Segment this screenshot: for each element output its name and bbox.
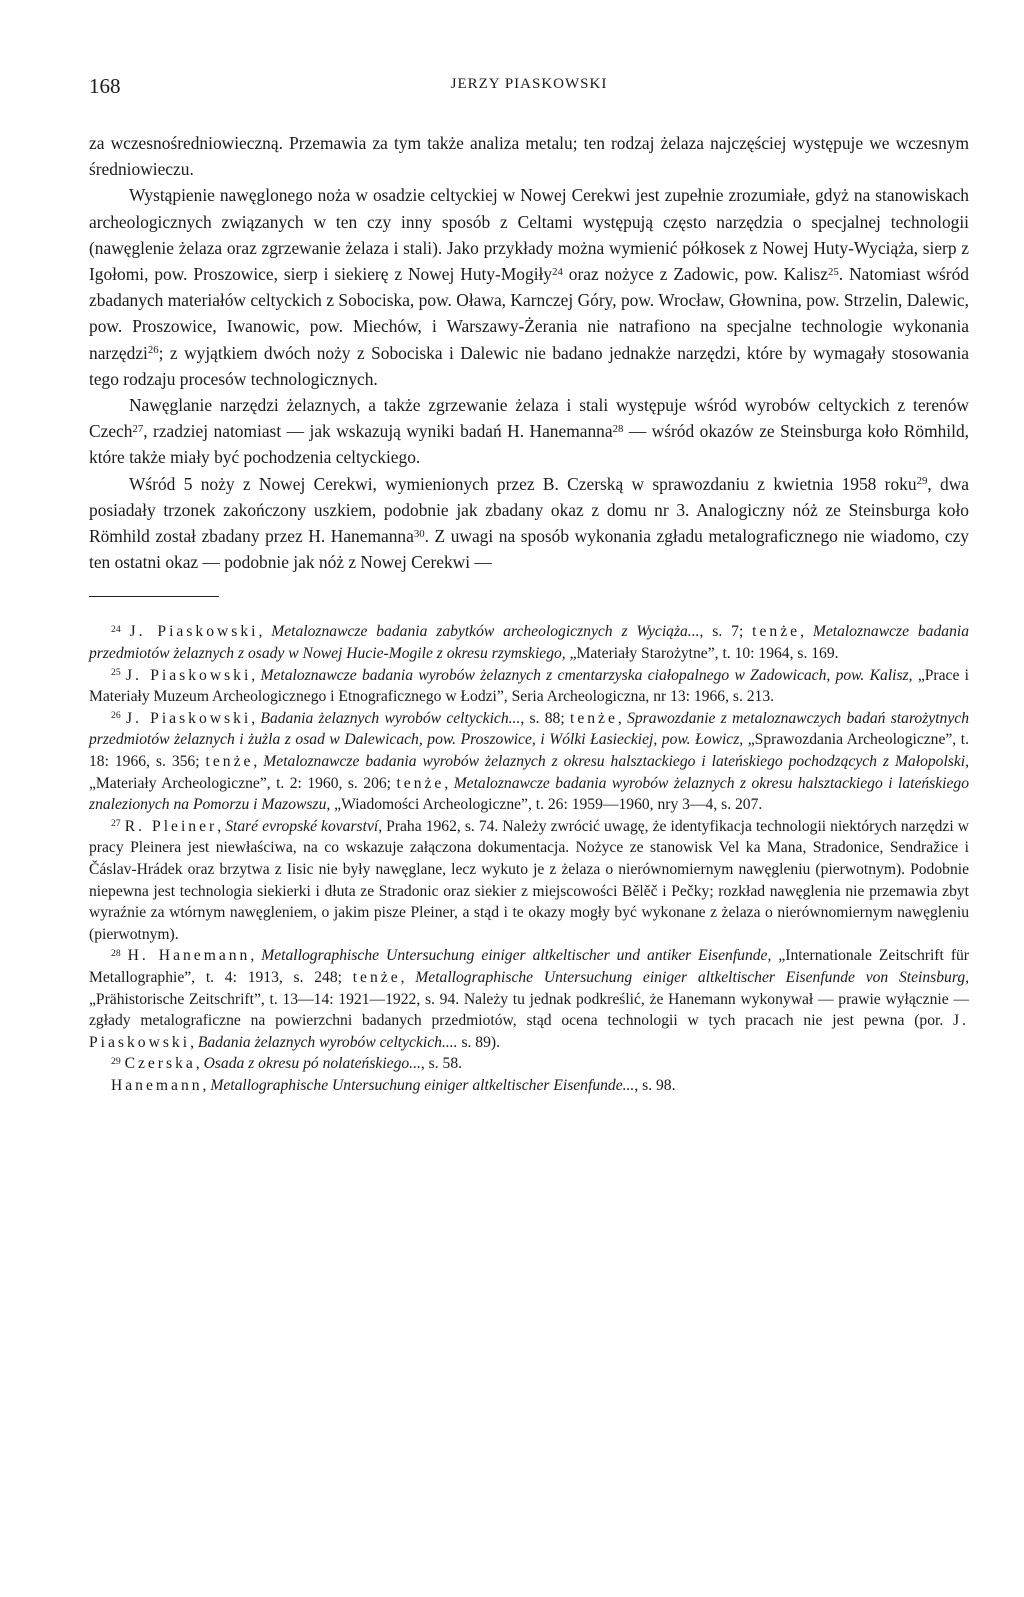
footnote-text: „Wiadomości Archeologiczne”, t. 26: 1959—1960, nry 3—4, s. 207. xyxy=(330,796,763,814)
footnote-author: H. Hanemann xyxy=(127,947,251,965)
footnote-text: Praha 1962, s. 74. Należy zwrócić uwagę, że identyfikacja technologii niektórych narzędzi w pracy Pleinera jest niewłaściwa, na co wskazuje załączona dokumentacja. Nożyce ze stanowisk Vel ka Mana, Stradonice, Sendražice i Čáslav-Hrádek oraz brzytwa z Iisic nie były nawęglane, lecz wykuto je z żelaza o nierównomiernym nawęgleniu (pierwotnym). Podobnie niepewna jest technologia siekierki i dłuta ze Stradonic oraz siekier z miejscowości Bělěč i Pečky; rozkład nawęglenia nie przemawia zbyt wyraźnie za wtórnym nawęgleniem, o jakim pisze Pleiner, a stąd i te okazy mogły być wykonane z żelaza o nierównomiernym nawęgleniu (pierwotnym). xyxy=(89,817,969,943)
text-run: Wystąpienie nawęglonego noża w osadzie celtyckiej w Nowej Cerekwi jest zupełnie zrozumiałe, gdyż na stanowiskach archeologicznych związanych w ten czy inny sposób z Celtami występują często narzędzia o specjalnej technologii (nawęglenie żelaza oraz zgrzewanie żelaza i stali). Jako przykłady można wymienić półkosek z Nowej Huty-Wyciąża, sierp z Igołomi, pow. Proszowice, sierp i siekierę z Nowej Huty-Mogiły xyxy=(89,185,969,285)
footnote-number: 27 xyxy=(111,817,121,829)
paragraph-1-text: za wczesnośredniowieczną. Przemawia za tym także analiza metalu; ten rodzaj żelaza najczęściej występuje we wczesnym średniowieczu. xyxy=(89,133,969,180)
text-run: — wśród okazów ze Steinsburga koło Römhild, które także miały być pochodzenia celtyckiego. xyxy=(89,421,969,468)
page-header xyxy=(89,66,969,106)
footnote-ref-30[interactable]: 30 xyxy=(413,527,425,540)
text-run: . Z uwagi na sposób wykonania zgładu metalograficznego nie wiadomo, czy ten ostatni okaz — podobnie jak nóż z Nowej Cerekwi — xyxy=(89,526,969,573)
footnote-ref-26[interactable]: 26 xyxy=(147,344,159,357)
footnote-author: J. Piaskowski xyxy=(89,1012,969,1051)
footnote-author: R. Pleiner xyxy=(124,817,218,835)
text-run: . Natomiast wśród zbadanych materiałów celtyckich z Sobociska, pow. Oława, Karnczej Góry, pow. Wrocław, Głownina, pow. Strzelin, Dalewic, pow. Proszowice, Iwanowic, pow. Miechów, i Warszawy-Żerania nie natrafiono na specjalne technologie wykonania narzędzi xyxy=(89,264,969,363)
text-run: , rzadziej natomiast — jak wskazują wyniki badań H. Hanemanna xyxy=(143,421,613,442)
page xyxy=(89,66,969,1097)
footnote-text: „Materiały Archeologiczne”, t. 2: 1960, s. 206; xyxy=(89,774,397,792)
footnote-tenze: tenże xyxy=(205,753,254,771)
footnote-tenze: tenże xyxy=(396,774,445,792)
footnote-author: Czerska xyxy=(124,1055,196,1073)
text-run: ; z wyjątkiem dwóch noży z Sobociska i Dalewic nie badano jednakże narzędzi, które by wymagały stosowania tego rodzaju procesów technologicznych. xyxy=(89,342,969,389)
footnote-tenze: tenże xyxy=(352,968,401,986)
footnote-title: Staré evropské kovarství, xyxy=(225,817,383,835)
footnote-author: J. Piaskowski xyxy=(125,709,252,727)
footnote-divider xyxy=(89,596,219,597)
text-run: Wśród 5 noży z Nowej Cerekwi, wymienionych przez B. Czerską w sprawozdaniu z kwietnia 1958 roku xyxy=(129,473,917,494)
footnote-title: Badania żelaznych wyrobów celtyckich... xyxy=(260,709,521,727)
text-run: Nawęglanie narzędzi żelaznych, a także zgrzewanie żelaza i stali występuje wśród wyrobów celtyckich z terenów Czech xyxy=(89,395,969,442)
footnote-text: , s. 7; xyxy=(699,623,753,641)
footnote-title: Metallographische Untersuchung einiger altkeltischer Eisenfunde... xyxy=(210,1076,635,1094)
footnote-24: $^{24}$ J. Piaskowski, Metaloznawcze badania zabytków archeologicznych z Wyciąża..., s. 7; tenże, Metaloznawcze badania przedmiotów żelaznych z osady w Nowej Hucie-Mogile z okresu rzymskiego, „Materiały Starożytne”, t. 10: 1964, s. 169. xyxy=(89,623,969,663)
footnote-ref-27[interactable]: 27 xyxy=(132,422,144,435)
footnote-25: $^{25}$ J. Piaskowski, Metaloznawcze badania wyrobów żelaznych z cmentarzyska ciałopalnego w Zadowicach, pow. Kalisz, „Prace i Materiały Muzeum Archeologicznego i Etnograficznego w Łodzi”, Seria Archeologiczna, nr 13: 1966, s. 213. xyxy=(89,666,970,706)
footnote-author: J. Piaskowski xyxy=(125,666,252,684)
footnote-text: , s. 58. xyxy=(420,1055,463,1073)
footnote-tenze: tenże xyxy=(569,709,618,727)
footnotes xyxy=(89,621,969,1096)
footnote-ref-24[interactable]: 24 xyxy=(552,265,563,278)
footnote-title: Metaloznawcze badania wyrobów żelaznych z okresu halsztackiego i lateńskiego znalezionych na Pomorzu i Mazowszu, xyxy=(89,774,969,814)
footnote-title: Badania żelaznych wyrobów celtyckich.... xyxy=(197,1033,458,1051)
footnote-title: Metaloznawcze badania wyrobów żelaznych z okresu halsztackiego i lateńskiego pochodzących z Małopolski, xyxy=(263,753,970,771)
footnote-text: „Prace i Materiały Muzeum Archeologicznego i Etnograficznego w Łodzi”, Seria Archeologiczna, nr 13: 1966, s. 213. xyxy=(89,666,970,706)
footnote-text: , s. 98. xyxy=(634,1076,676,1094)
footnote-title: Sprawozdanie z metaloznawczych badań starożytnych przedmiotów żelaznych i żużla z osad w Dalewicach, pow. Proszowice, i Wólki Łasieckiej, pow. Łowicz, xyxy=(89,709,969,749)
footnote-title: Metallographische Untersuchung einiger altkeltischer Eisenfunde von Steinsburg, xyxy=(415,968,970,986)
footnote-text: „Sprawozdania Archeologiczne”, t. 18: 1966, s. 356; xyxy=(89,731,969,771)
paragraph-1 xyxy=(89,130,969,182)
paragraph-2 xyxy=(89,182,969,392)
footnote-ref-25[interactable]: 25 xyxy=(828,265,839,278)
footnote-title: Metallographische Untersuchung einiger altkeltischer und antiker Eisenfunde, xyxy=(261,947,772,965)
footnote-number: 29 xyxy=(111,1055,121,1067)
paragraph-4 xyxy=(89,471,969,576)
footnote-ref-28[interactable]: 28 xyxy=(612,422,624,435)
footnote-text: „Prähistorische Zeitschrift”, t. 13—14: 1921—1922, s. 94. Należy tu jednak podkreślić, że Hanemann wykonywał — prawie wyłącznie — zgłady metalograficzne na powierzchni badanych przedmiotów, stąd ocena technologii w tych pracach nie jest pewna (por. xyxy=(89,990,969,1030)
footnote-number: 26 xyxy=(111,710,121,721)
page-number: 168 xyxy=(89,74,121,98)
footnote-number: 24 xyxy=(111,623,121,635)
footnote-title: Osada z okresu pó nolateńskiego... xyxy=(203,1055,421,1073)
paragraph-3 xyxy=(89,392,969,471)
footnote-text: , s. 88; xyxy=(520,709,570,727)
footnote-number: 28 xyxy=(111,947,121,959)
footnote-text: „Internationale Zeitschrift für Metallographie”, t. 4: 1913, s. 248; xyxy=(89,947,969,986)
text-run: oraz nożyce z Zadowic, pow. Kalisz xyxy=(562,264,829,285)
main-text xyxy=(89,130,969,575)
footnote-30: Hanemann, Metallographische Untersuchung einiger altkeltischer Eisenfunde..., s. 98. xyxy=(111,1076,676,1094)
footnote-title: Metaloznawcze badania przedmiotów żelaznych z osady w Nowej Hucie-Mogile z okresu rzymskiego, xyxy=(89,623,969,663)
footnote-title: Metaloznawcze badania zabytków archeologicznych z Wyciąża... xyxy=(271,623,700,641)
footnote-28: $^{28}$ H. Hanemann, Metallographische Untersuchung einiger altkeltischer und antiker Eisenfunde, „Internationale Zeitschrift für Metallographie”, t. 4: 1913, s. 248; tenże, Metallographische Untersuchung einiger altkeltischer Eisenfunde von Steinsburg, „Prähistorische Zeitschrift”, t. 13—14: 1921—1922, s. 94. Należy tu jednak podkreślić, że Hanemann wykonywał — prawie wyłącznie — zgłady metalograficzne na powierzchni badanych przedmiotów, stąd ocena technologii w tych pracach nie jest pewna (por. J. Piaskowski, Badania żelaznych wyrobów celtyckich.... s. 89). xyxy=(89,947,970,1051)
running-title: JERZY PIASKOWSKI xyxy=(450,76,608,92)
footnote-author: Hanemann xyxy=(111,1076,203,1094)
text-run: , dwa posiadały trzonek zakończony uszkiem, podobnie jak zbadany okaz z domu nr 3. Analogiczny nóż ze Steinsburga koło Römhild został zbadany przez H. Hanemanna xyxy=(89,473,969,547)
footnote-29: $^{29}$ Czerska, Osada z okresu pó nolateńskiego..., s. 58. xyxy=(111,1055,463,1073)
footnote-26: $^{26}$ J. Piaskowski, Badania żelaznych wyrobów celtyckich..., s. 88; tenże, Sprawozdanie z metaloznawczych badań starożytnych przedmiotów żelaznych i żużla z osad w Dalewicach, pow. Proszowice, i Wólki Łasieckiej, pow. Łowicz, „Sprawozdania Archeologiczne”, t. 18: 1966, s. 356; tenże, Metaloznawcze badania wyrobów żelaznych z okresu halsztackiego i lateńskiego pochodzących z Małopolski, „Materiały Archeologiczne”, t. 2: 1960, s. 206; tenże, Metaloznawcze badania wyrobów żelaznych z okresu halsztackiego i lateńskiego znalezionych na Pomorzu i Mazowszu, „Wiadomości Archeologiczne”, t. 26: 1959—1960, nry 3—4, s. 207. xyxy=(89,709,970,814)
footnote-tenze: tenże xyxy=(752,623,801,641)
footnote-author: J. Piaskowski xyxy=(129,623,259,641)
footnote-text: s. 89). xyxy=(457,1033,500,1051)
footnote-ref-29[interactable]: 29 xyxy=(916,475,928,488)
footnote-number: 25 xyxy=(111,666,121,678)
footnote-text: „Materiały Starożytne”, t. 10: 1964, s. 169. xyxy=(565,645,839,663)
footnote-title: Metaloznawcze badania wyrobów żelaznych z cmentarzyska ciałopalnego w Zadowicach, pow. Kalisz, xyxy=(260,666,913,684)
footnote-27: $^{27}$ R. Pleiner, Staré evropské kovarství, Praha 1962, s. 74. Należy zwrócić uwagę, że identyfikacja technologii niektórych narzędzi w pracy Pleinera jest niewłaściwa, na co wskazuje załączona dokumentacja. Nożyce ze stanowisk Vel ka Mana, Stradonice, Sendražice i Čáslav-Hrádek oraz brzytwa z Iisic nie były nawęglane, lecz wykuto je z żelaza o nierównomiernym nawęgleniu (pierwotnym). Podobnie niepewna jest technologia siekierki i dłuta ze Stradonic oraz siekier z miejscowości Bělěč i Pečky; rozkład nawęglenia nie przemawia zbyt wyraźnie za wtórnym nawęgleniem, o jakim pisze Pleiner, a stąd i te okazy mogły być wykonane z żelaza o nierównomiernym nawęgleniu (pierwotnym). xyxy=(89,817,969,943)
